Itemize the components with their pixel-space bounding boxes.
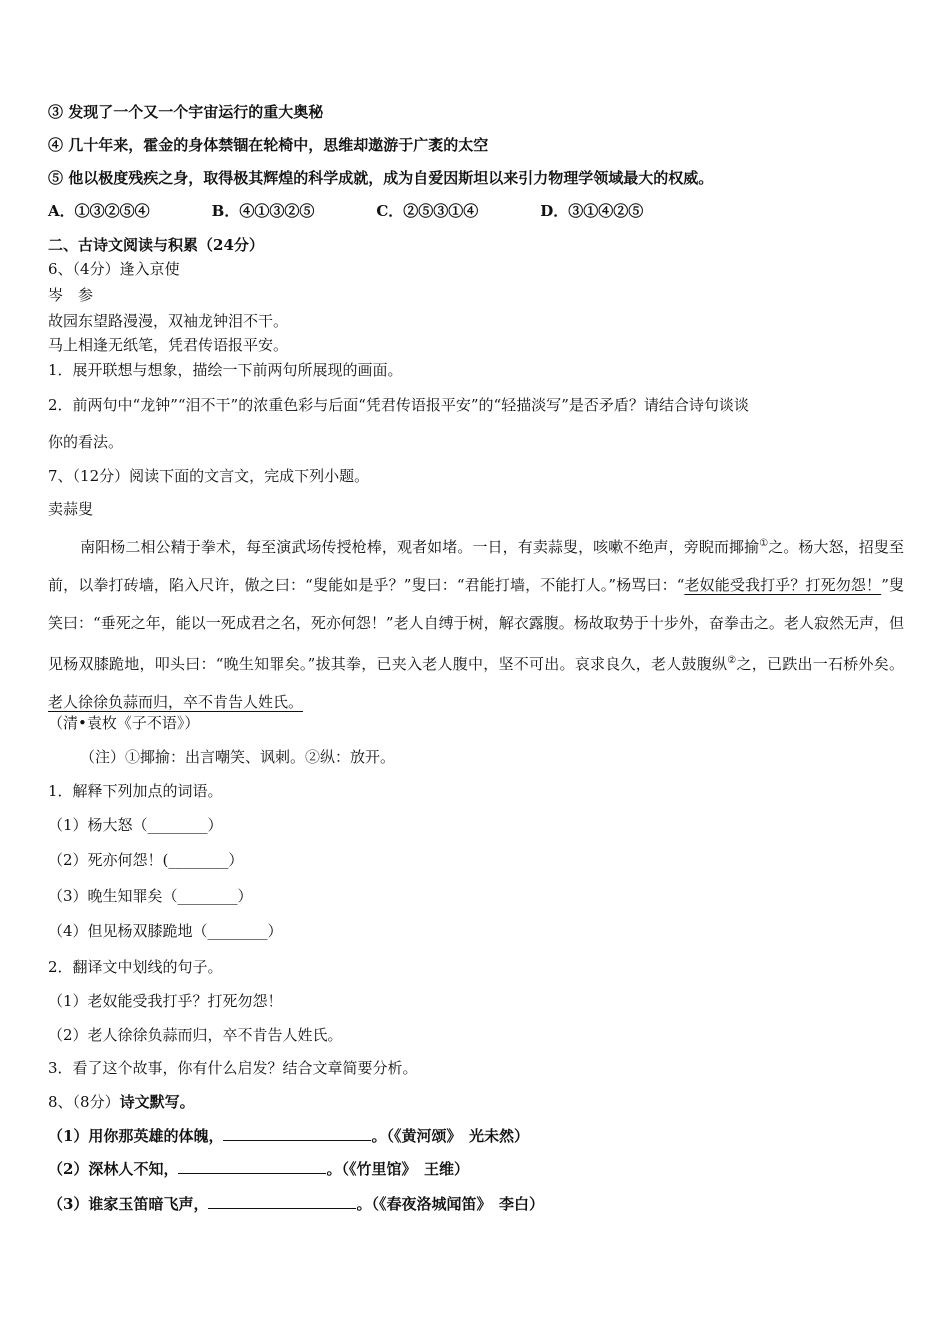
dictation-3-prompt: （3）谁家玉笛暗飞声， <box>48 1195 209 1213</box>
poem-line-1: 故园东望路漫漫，双袖龙钟泪不干。 <box>48 312 289 330</box>
choice-a: A．①③②⑤④ <box>48 202 150 220</box>
choice-d: D．③①④②⑤ <box>540 202 644 220</box>
option-item-3: ③ 发现了一个又一个宇宙运行的重大奥秘 <box>48 103 324 121</box>
q7-sub-1-2: （2）死亦何怨！(________） <box>48 851 244 869</box>
dictation-1-prompt: （1）用你那英雄的体魄， <box>48 1127 224 1145</box>
q6-heading: 6、（4分）逢入京使 <box>48 260 180 278</box>
dictation-1-source: 。（《黄河颂》 光未然） <box>371 1127 529 1145</box>
dictation-2-source: 。（《竹里馆》 王维） <box>326 1160 469 1178</box>
passage-text-c: ”叟笑曰：“垂死之年，能以一死成君之名，死亦何怨！”老人自缚于树，解衣露腹。杨故取势于十步外，奋拳击之。老人寂然无声，但见杨双膝跪地，叩头曰：“晚生知罪矣。”拔其拳，已夹入老人腹中，坚不可出。哀求良久，老人鼓腹纵 <box>48 576 904 673</box>
dictation-3-source: 。（《春夜洛城闻笛》 李白） <box>356 1195 544 1213</box>
answer-blank-3[interactable] <box>208 1194 356 1209</box>
poem-author: 岑 参 <box>48 286 94 304</box>
q7-sub-2-1: （1）老奴能受我打乎？打死勿怨！ <box>48 992 283 1010</box>
q7-sub-1: 1．解释下列加点的词语。 <box>48 782 223 800</box>
option-item-5: ⑤ 他以极度残疾之身，取得极其辉煌的科学成就，成为自爱因斯坦以来引力物理学领域最大的权威。 <box>48 169 714 187</box>
q8-heading-num: 8、（8分） <box>48 1093 120 1111</box>
q7-sub-2-2: （2）老人徐徐负蒜而归，卒不肯告人姓氏。 <box>48 1026 343 1044</box>
dictation-2-prompt: （2）深林人不知， <box>48 1160 179 1178</box>
answer-blank-2[interactable] <box>178 1159 326 1174</box>
dictation-line-1 <box>48 1125 529 1147</box>
passage-text-a: 南阳杨二相公精于拳术，每至演武场传授枪棒，观者如堵。一日，有卖蒜叟，咳嗽不绝声，旁睨而揶揄 <box>80 538 760 556</box>
answer-blank-1[interactable] <box>223 1126 371 1141</box>
choice-b: B．④①③②⑤ <box>211 202 315 220</box>
section-title: 二、古诗文阅读与积累（24分） <box>48 236 264 254</box>
passage-title: 卖蒜叟 <box>48 500 94 518</box>
passage-body <box>48 525 904 721</box>
dictation-line-2 <box>48 1158 469 1180</box>
passage-text-b: 之。杨大怒，招叟至前，以拳打砖墙，陷入尺许，傲之曰：“叟能如是乎？”叟曰：“君能打墙，不能打人。”杨骂曰：“ <box>48 538 904 594</box>
underlined-sentence-1: 老奴能受我打乎？打死勿怨！ <box>684 576 882 594</box>
passage-source: （清•袁枚《子不语》） <box>48 714 200 732</box>
q7-sub-3: 3．看了这个故事，你有什么启发？结合文章简要分析。 <box>48 1059 418 1077</box>
answer-choices <box>48 200 705 222</box>
q6-sub-2-cont: 你的看法。 <box>48 433 124 451</box>
q7-sub-2: 2．翻译文中划线的句子。 <box>48 958 223 976</box>
passage-text-d: 之，已跌出一石桥外矣。 <box>736 655 904 673</box>
dictation-line-3 <box>48 1193 544 1215</box>
q7-heading: 7、（12分）阅读下面的文言文，完成下列小题。 <box>48 467 370 485</box>
q7-sub-1-4: （4）但见杨双膝跪地（________） <box>48 922 283 940</box>
q8-heading <box>48 1091 195 1113</box>
choice-c: C．②⑤③①④ <box>376 202 479 220</box>
underlined-sentence-2: 老人徐徐负蒜而归，卒不肯告人姓氏。 <box>48 693 304 711</box>
passage-note: （注）①揶揄：出言嘲笑、讽刺。②纵：放开。 <box>80 748 396 766</box>
q8-heading-title: 诗文默写。 <box>119 1093 195 1111</box>
option-item-4: ④ 几十年来，霍金的身体禁锢在轮椅中，思维却遨游于广袤的太空 <box>48 136 489 154</box>
q7-sub-1-1: （1）杨大怒（________） <box>48 816 223 834</box>
q7-sub-1-3: （3）晚生知罪矣（________） <box>48 887 253 905</box>
q6-sub-2: 2．前两句中“龙钟”“泪不干”的浓重色彩与后面“凭君传语报平安”的“轻描淡写”是否矛盾？请结合诗句谈谈 <box>48 396 749 414</box>
footnote-mark-1: ① <box>759 538 769 549</box>
poem-line-2: 马上相逢无纸笔，凭君传语报平安。 <box>48 336 289 354</box>
q6-sub-1: 1．展开联想与想象，描绘一下前两句所展现的画面。 <box>48 361 403 379</box>
footnote-mark-2: ② <box>727 655 737 666</box>
